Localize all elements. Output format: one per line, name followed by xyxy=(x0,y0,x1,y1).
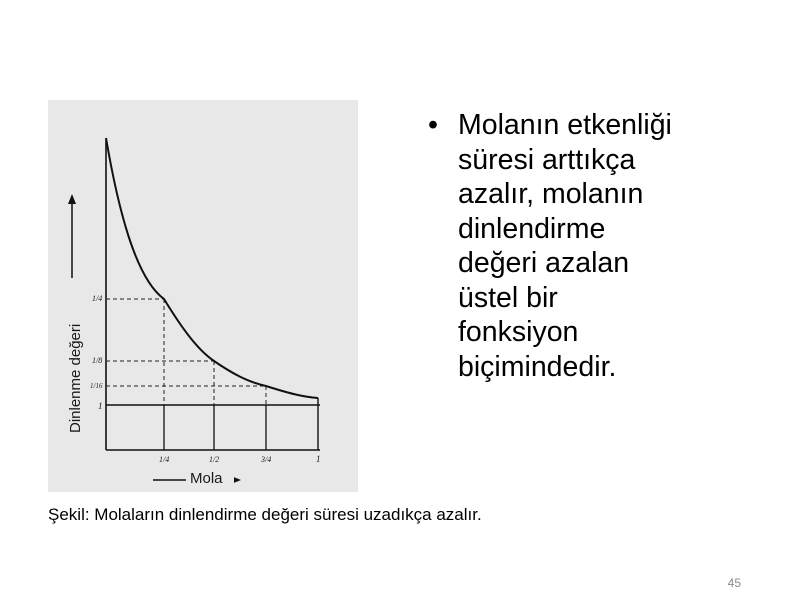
bullet-line: biçimindedir. xyxy=(458,350,617,383)
bullet-text xyxy=(458,108,758,384)
page-number: 45 xyxy=(727,576,741,590)
x-axis-label: Mola xyxy=(190,470,223,487)
bullet-line: Molanın etkenliği xyxy=(458,109,672,141)
x-tick-quarter: 1/4 xyxy=(159,455,170,464)
y-tick-one: 1 xyxy=(98,401,103,411)
bullet-line: süresi arttıkça xyxy=(458,143,636,176)
x-tick-one: 1 xyxy=(316,454,321,464)
bullet-line: üstel bir xyxy=(458,281,558,314)
x-tick-half: 1/2 xyxy=(209,455,220,464)
x-tick-three-quarter: 3/4 xyxy=(261,455,272,464)
y-tick-eighth: 1/8 xyxy=(92,356,103,365)
y-tick-sixteenth: 1/16 xyxy=(90,382,103,390)
bullet-line: fonksiyon xyxy=(458,316,579,348)
y-axis-label: Dinlenme değeri xyxy=(67,323,84,433)
bullet-line: dinlendirme xyxy=(458,212,606,245)
y-tick-quarter: 1/4 xyxy=(92,294,103,303)
bullet-marker: • xyxy=(428,109,438,141)
bullet-line: değeri azalan xyxy=(458,247,630,279)
figure-caption: Şekil: Molaların dinlendirme değeri süresi uzadıkça azalır. xyxy=(48,505,482,524)
bullet-line: azalır, molanın xyxy=(458,178,644,210)
rest-value-figure xyxy=(48,100,358,492)
